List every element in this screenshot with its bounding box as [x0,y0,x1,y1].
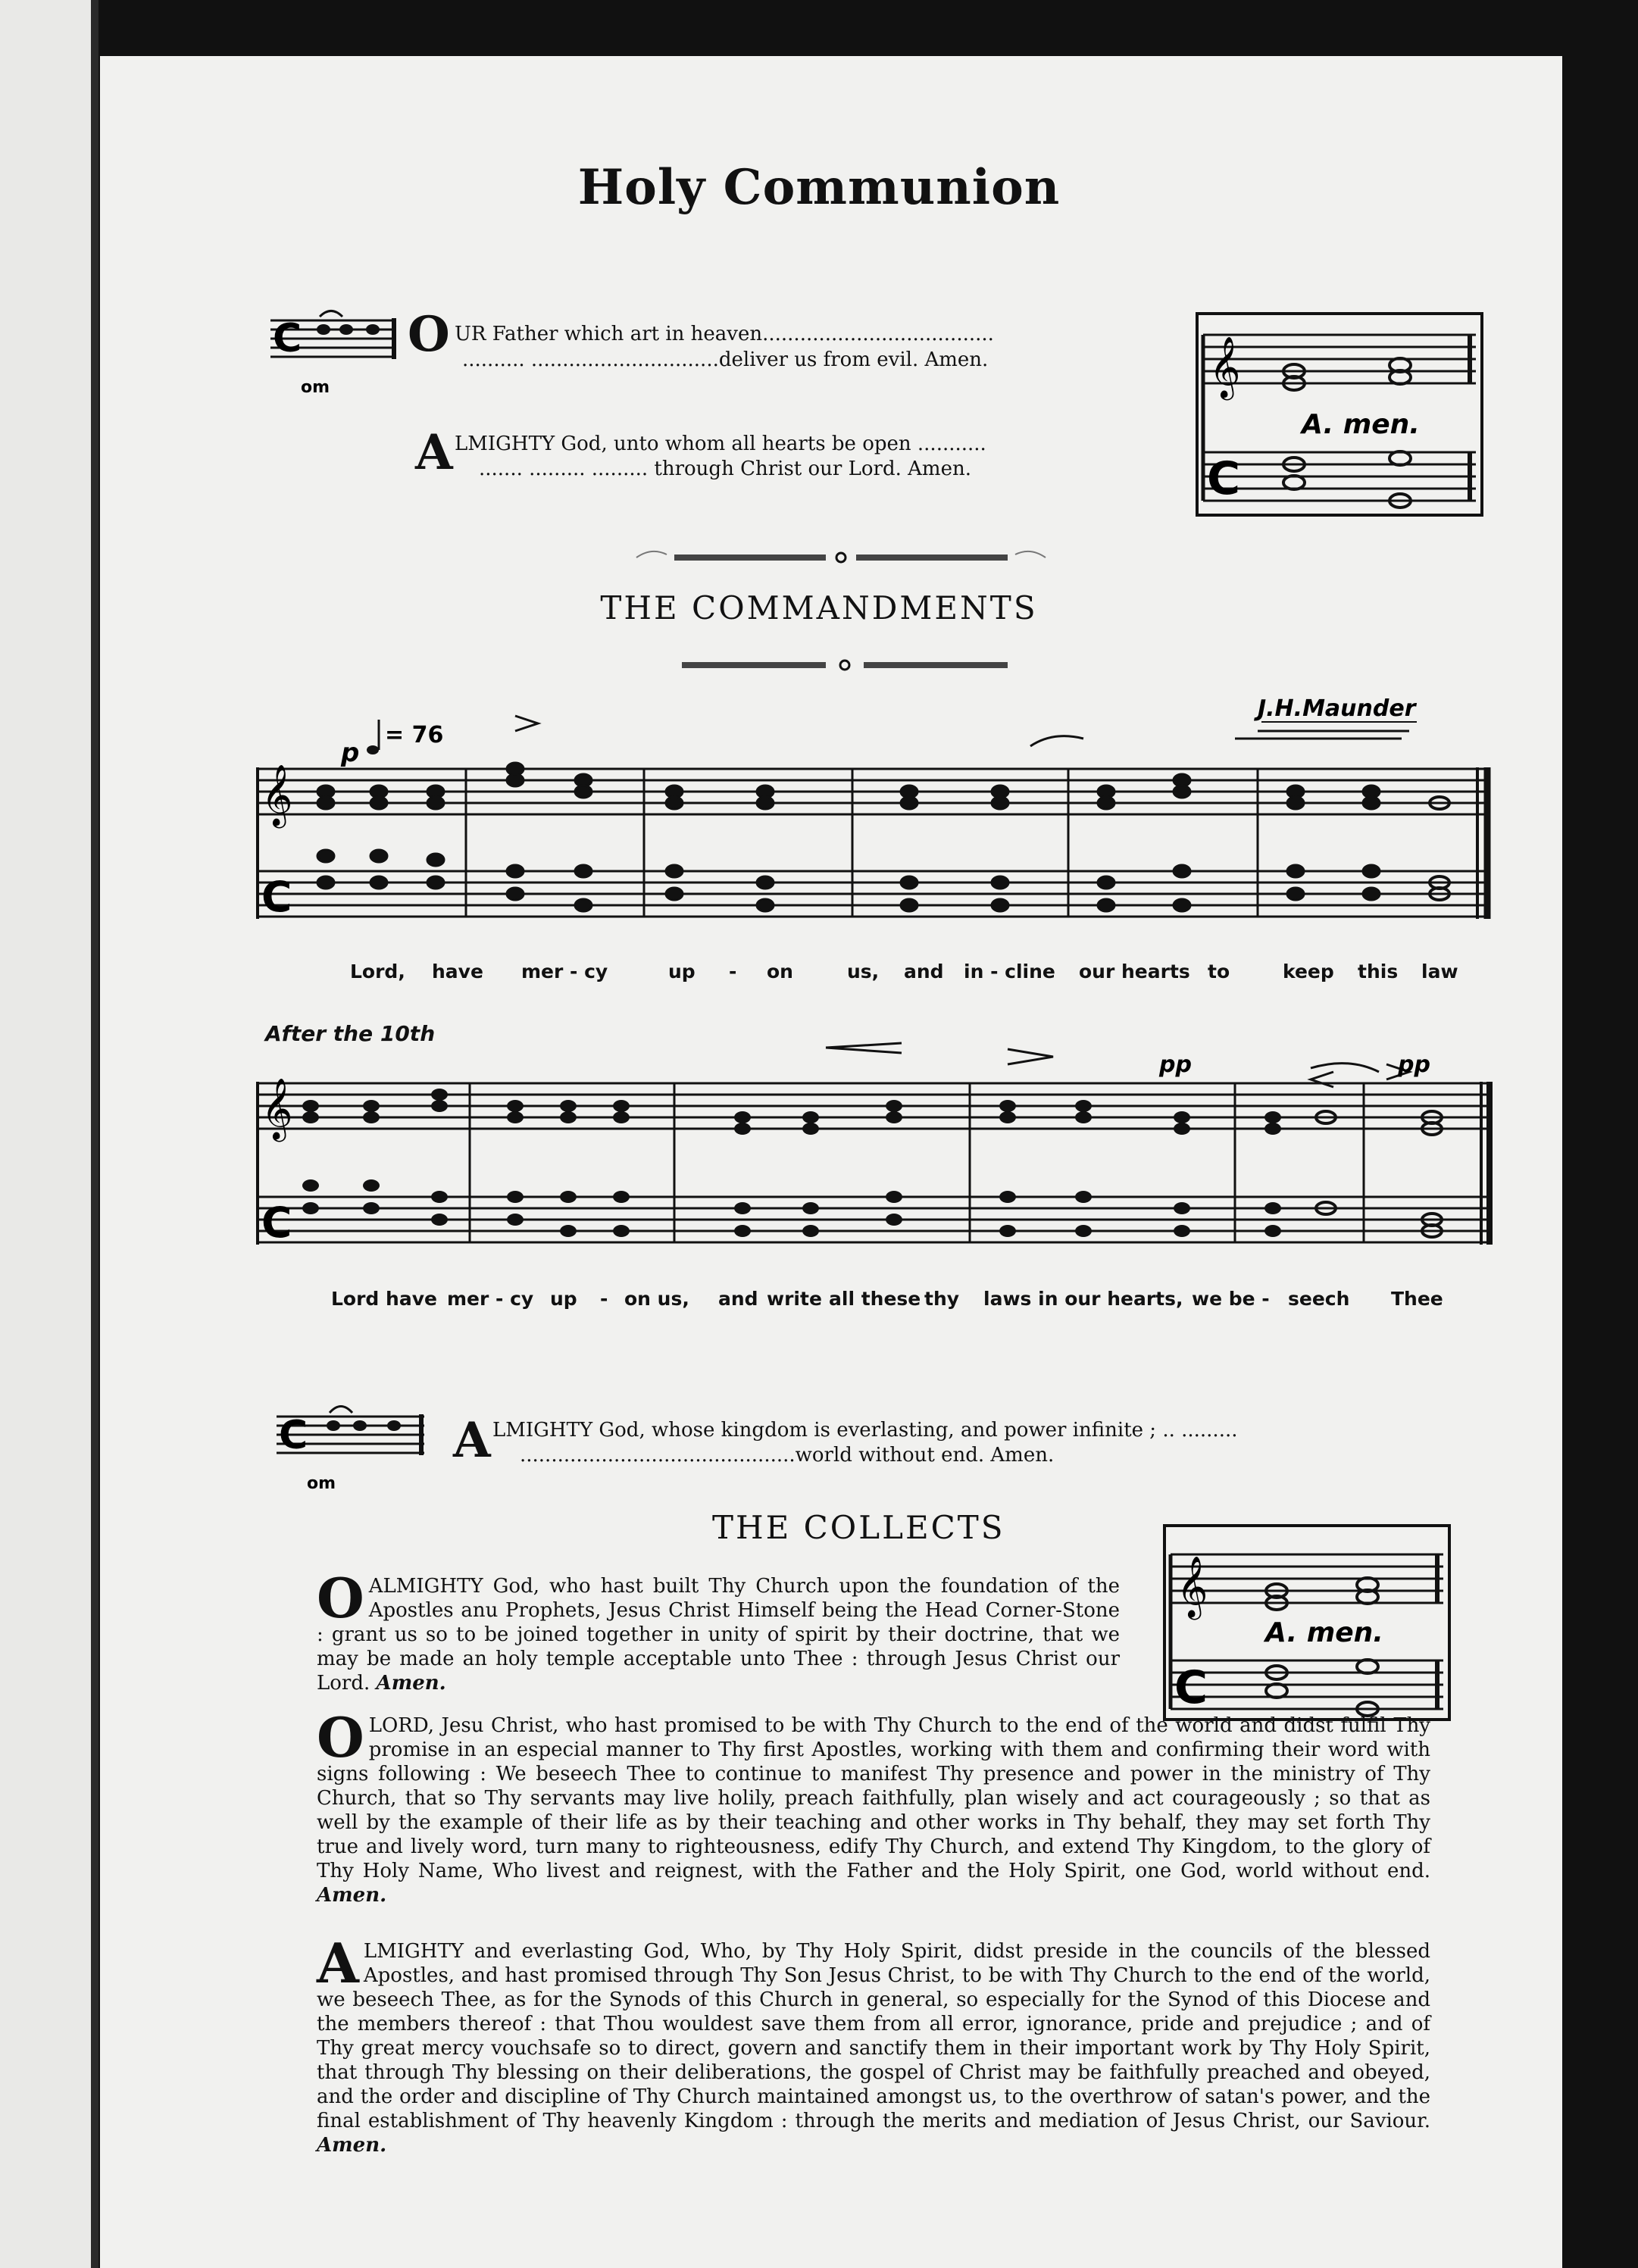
lyric: Thee [1391,1288,1443,1310]
lyric: this [1358,961,1399,982]
lyric: have [432,961,483,982]
lyric: all these [829,1288,921,1310]
purity-line-2: ....... ......... ......... through Christ our Lord. Amen. [479,458,971,480]
lyric: and [718,1288,758,1310]
lyric: up [550,1288,577,1310]
lyric: laws in our hearts, [983,1288,1183,1310]
commandments-heading: THE COMMANDMENTS [600,589,1038,626]
svg-text:om: om [307,1474,336,1493]
amen-score-2 [1163,1524,1451,1721]
lyric: thy [924,1288,960,1310]
drop-cap-A: A [317,1931,359,1995]
svg-text:𝄞: 𝄞 [1209,336,1241,398]
lyric: on [767,961,793,982]
collect-1-text: ALMIGHTY God, who hast built Thy Church upon the foundation of the Apostles anu Prophets, Jesus Christ Himself being the Head Corner-Stone : grant us so to be joined together in unity of spirit by their doctrine, that we may be made an holy temple acceptable unto Thee : through Jesus Christ our Lord. [317,1575,1120,1695]
collect-3-text: LMIGHTY and everlasting God, Who, by Thy Holy Spirit, didst preside in the councils of the blessed Apostles, and hast promised through Thy Son Jesus Christ, to be with Thy Church to the end of the world, we beseech Thee, as for the Synods of this Church in general, so especially for the Synod of this Diocese and the members thereof : that Thou wouldest save them from all error, ignorance, pride and prejudice ; and of Thy great mercy vouchsafe so to direct, govern and sanctify them in their important work by Thy Holy Spirit, that through Thy blessing on their deliberations, the gospel of Christ may be faithfully preached and obeyed, and the order and discipline of Thy Church maintained amongst us, to the overthrow of satan's power, and the final establishment of Thy heavenly Kingdom : through the merits and mediation of Jesus Christ, our Saviour. [317,1940,1430,2132]
svg-text:𝄞: 𝄞 [261,1077,293,1139]
svg-text:J.H.Maunder: J.H.Maunder [1258,695,1416,722]
drop-cap-O: O [317,1705,364,1770]
collect-1-amen: Amen. [376,1672,446,1695]
svg-text:C: C [279,1413,308,1458]
lords-prayer-line-1: UR Father which art in heaven..................................... [455,323,994,345]
lyric: Lord, [350,961,405,982]
lyric: law [1421,961,1458,982]
collect-3-amen: Amen. [317,2134,387,2157]
lyric: Lord have [331,1288,437,1310]
svg-text:C: C [273,316,302,361]
lyric: to [1208,961,1230,982]
chant-intonation-icon [273,1394,424,1500]
svg-text:= 76: = 76 [385,722,444,748]
lyric: we be - [1192,1288,1270,1310]
collect-2 [317,1705,1430,1907]
lyric: seech [1288,1288,1350,1310]
collect-1 [317,1566,1120,1695]
svg-text:pp: pp [1159,1051,1192,1078]
svg-text:C: C [1207,452,1241,505]
lyric: mer - cy [521,961,608,982]
svg-text:C: C [261,873,292,921]
kyrie-score-1 [250,686,1493,939]
drop-cap-A: A [415,424,453,481]
lyric: up [668,961,696,982]
lyric: - [600,1288,608,1310]
svg-text:𝄞: 𝄞 [261,764,293,826]
lyric: us, [847,961,880,982]
lyric: in - cline [964,961,1055,982]
svg-text:A. men.: A. men. [1302,409,1420,440]
drop-cap-A: A [453,1412,491,1469]
collects-heading: THE COLLECTS [712,1509,1005,1546]
svg-text:𝄞: 𝄞 [1177,1555,1208,1617]
ornament-divider [621,539,1061,570]
collect-2-text: LORD, Jesu Christ, who hast promised to be with Thy Church to the end of the world and didst fulfil Thy promise in an especial manner to Thy first Apostles, working with them and confirming their word with signs following : We beseech Thee to continue to manifest Thy presence and power in the ministry of Thy Church, that so Thy servants may live holily, preach faithfully, plan wisely and act courageously ; so that as well by the example of their life as by their teaching and other works in Thy behalf, they may set forth Thy true and lively word, turn many to righteousness, edify Thy Church, and extend Thy Kingdom, to the glory of Thy Holy Name, Who livest and reignest, with the Father and the Holy Spirit, one God, world without end. [317,1714,1430,1882]
lyric: on us, [624,1288,689,1310]
amen-score [1196,312,1483,517]
lyric: mer - cy [447,1288,534,1310]
lyric: - [729,961,737,982]
lyric: keep [1283,961,1334,982]
purity-line-1: LMIGHTY God, unto whom all hearts be open ........... [455,433,986,455]
lords-prayer-line-2: .......... ..............................deliver us from evil. Amen. [462,348,989,371]
page-title: Holy Communion [577,159,1061,216]
collect-3 [317,1931,1430,2157]
drop-cap-O: O [408,306,450,363]
svg-text:A. men.: A. men. [1265,1617,1383,1648]
drop-cap-O: O [317,1566,364,1630]
kyrie-score-2 [250,1034,1493,1276]
svg-text:om: om [301,378,330,397]
svg-text:pp: pp [1398,1051,1430,1078]
lyric: our hearts [1079,961,1190,982]
collect-2-amen: Amen. [317,1884,387,1907]
after-tenth-label: After the 10th [265,1021,436,1046]
svg-text:C: C [261,1198,292,1247]
svg-text:C: C [1174,1661,1208,1714]
book-spine [91,0,98,2268]
ornament-divider-2 [621,651,1061,682]
facing-page-edge [0,0,91,2268]
svg-text:p: p [341,738,360,768]
king-line-1: LMIGHTY God, whose kingdom is everlasting, and power infinite ; .. ......... [492,1419,1238,1442]
chant-intonation-icon [267,301,403,404]
king-line-2: ............................................world without end. Amen. [520,1444,1055,1467]
lyric: write [767,1288,822,1310]
lyric: and [904,961,944,982]
